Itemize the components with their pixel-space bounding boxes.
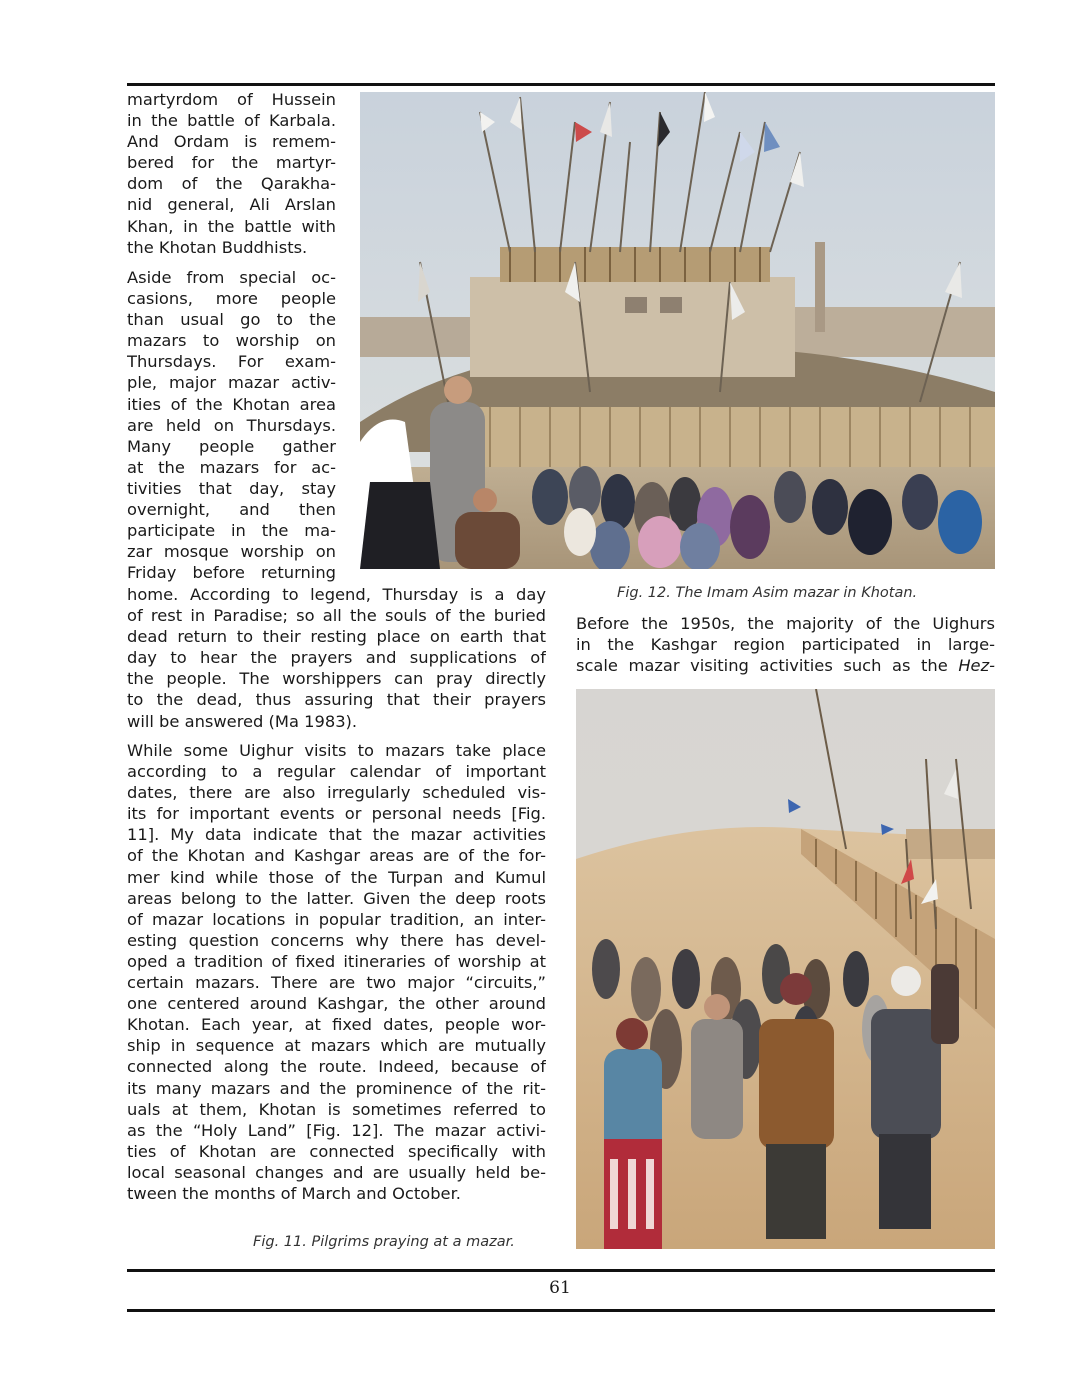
thursdays-text: tivities that day, stay	[127, 478, 336, 498]
thursdays-line	[127, 520, 336, 541]
thursdays-line	[127, 288, 336, 309]
martyrdom-text: dom of the Qarakha-	[127, 174, 336, 194]
martyrdom-line	[127, 131, 336, 152]
fig11-photo	[576, 689, 995, 1249]
before-1950s-line	[576, 634, 995, 655]
thursdays-text: at the mazars for ac-	[127, 457, 336, 477]
thursdays-line	[127, 457, 336, 478]
calendar-line	[127, 1099, 546, 1120]
thursdays-text: are held on Thursdays.	[127, 415, 336, 435]
thursdays-text: overnight, and then	[127, 500, 336, 520]
calendar-text: Khotan. Each year, at fixed dates, people wor-	[127, 1015, 546, 1035]
calendar-line	[127, 803, 546, 824]
before-1950s-line	[576, 655, 995, 676]
calendar-line	[127, 1162, 546, 1183]
thursdays-line	[127, 351, 336, 372]
thursdays-text: Many people gather	[127, 436, 336, 456]
calendar-line	[127, 1056, 546, 1077]
thursdays-line	[127, 372, 336, 393]
thursdays-cont-text: home. According to legend, Thursday is a day	[127, 585, 546, 604]
calendar-text: tween the months of March and October.	[127, 1183, 461, 1203]
martyrdom-line	[127, 89, 336, 110]
thursdays-text: ities of the Khotan area	[127, 394, 336, 414]
thursdays-text: zar mosque worship on	[127, 542, 336, 562]
thursdays-cont-text: dead return to their resting place on earth that	[127, 627, 546, 647]
thursdays-cont-line	[127, 689, 546, 710]
calendar-text: 11]. My data indicate that the mazar activities	[127, 825, 546, 845]
paragraph-before-1950s	[576, 613, 995, 676]
calendar-line	[127, 1120, 546, 1141]
calendar-line	[127, 1014, 546, 1035]
thursdays-cont-line	[127, 584, 546, 605]
thursdays-text: Aside from special oc-	[127, 268, 336, 287]
thursdays-cont-text: day to hear the prayers and supplications of	[127, 648, 546, 668]
thursdays-cont-text: will be answered (Ma 1983).	[127, 711, 358, 731]
thursdays-line	[127, 394, 336, 415]
calendar-text: esting question concerns why there has devel-	[127, 930, 546, 950]
before-1950s-text: in the Kashgar region participated in large-	[576, 635, 995, 655]
calendar-text: as the “Holy Land” [Fig. 12]. The mazar activi-	[127, 1120, 546, 1140]
top-rule	[127, 83, 995, 86]
calendar-line	[127, 845, 546, 866]
calendar-line	[127, 740, 546, 761]
thursdays-text: Thursdays. For exam-	[127, 352, 336, 372]
thursdays-cont-line	[127, 668, 546, 689]
thursdays-line	[127, 267, 336, 288]
thursdays-line	[127, 415, 336, 436]
page-number: 61	[549, 1278, 571, 1298]
calendar-text: oped a tradition of fixed itineraries of worship at	[127, 951, 546, 971]
calendar-text: connected along the route. Indeed, because of	[127, 1057, 546, 1077]
calendar-line	[127, 930, 546, 951]
calendar-line	[127, 1183, 546, 1204]
martyrdom-text: bered for the martyr-	[127, 153, 336, 173]
calendar-line	[127, 824, 546, 845]
thursdays-text: participate in the ma-	[127, 521, 336, 541]
martyrdom-line	[127, 237, 336, 258]
calendar-text: its many mazars and the prominence of the rit-	[127, 1078, 546, 1098]
martyrdom-text: And Ordam is remem-	[127, 132, 336, 152]
thursdays-cont-line	[127, 711, 546, 732]
footer-rule-upper	[127, 1269, 995, 1272]
martyrdom-text: in the battle of Karbala.	[127, 111, 336, 131]
thursdays-cont-text: the people. The worshippers can pray directly	[127, 669, 546, 689]
calendar-text: one centered around Kashgar, the other around	[127, 994, 546, 1014]
thursdays-cont-line	[127, 605, 546, 626]
martyrdom-text: nid general, Ali Arslan	[127, 195, 336, 215]
martyrdom-text: the Khotan Buddhists.	[127, 237, 308, 257]
calendar-line	[127, 761, 546, 782]
thursdays-cont-line	[127, 647, 546, 668]
calendar-line	[127, 951, 546, 972]
thursdays-text: ple, major mazar activ-	[127, 373, 336, 393]
calendar-line	[127, 1141, 546, 1162]
fig12-photo	[360, 92, 995, 569]
before-1950s-text: Before the 1950s, the majority of the Uighurs	[576, 614, 995, 633]
calendar-text: dates, there are also irregularly scheduled vis-	[127, 783, 546, 803]
martyrdom-text: Khan, in the battle with	[127, 216, 336, 236]
thursdays-line	[127, 499, 336, 520]
thursdays-text: than usual go to the	[127, 310, 336, 330]
paragraph-thursdays	[127, 267, 336, 583]
martyrdom-line	[127, 152, 336, 173]
martyrdom-line	[127, 216, 336, 237]
martyrdom-line	[127, 194, 336, 215]
calendar-text: mer kind while those of the Turpan and Kumul	[127, 867, 546, 887]
thursdays-cont-line	[127, 626, 546, 647]
thursdays-cont-text: of rest in Paradise; so all the souls of the buried	[127, 606, 546, 626]
calendar-line	[127, 1035, 546, 1056]
footer-rule-lower	[127, 1309, 995, 1312]
paragraph-martyrdom	[127, 89, 336, 258]
calendar-line	[127, 782, 546, 803]
calendar-text: according to a regular calendar of important	[127, 762, 546, 782]
calendar-text: uals at them, Khotan is sometimes referred to	[127, 1099, 546, 1119]
before-1950s-text: scale mazar visiting activities such as the	[576, 656, 948, 676]
thursdays-line	[127, 541, 336, 562]
calendar-text: While some Uighur visits to mazars take place	[127, 741, 546, 760]
calendar-line	[127, 909, 546, 930]
calendar-text: its for important events or personal needs [Fig.	[127, 804, 546, 824]
martyrdom-line	[127, 173, 336, 194]
calendar-line	[127, 1078, 546, 1099]
thursdays-cont-text: to the dead, thus assuring that their prayers	[127, 690, 546, 710]
paragraph-calendar	[127, 740, 546, 1204]
calendar-text: ties of Khotan are connected specifically with	[127, 1141, 546, 1161]
thursdays-text: casions, more people	[127, 289, 336, 309]
calendar-text: local seasonal changes and are usually held be-	[127, 1162, 546, 1182]
thursdays-line	[127, 562, 336, 583]
calendar-text: areas belong to the latter. Given the deep roots	[127, 888, 546, 908]
before-1950s-line	[576, 613, 995, 634]
hezret-term: Hez-	[958, 656, 995, 676]
calendar-line	[127, 993, 546, 1014]
calendar-line	[127, 867, 546, 888]
thursdays-line	[127, 309, 336, 330]
calendar-text: certain mazars. There are two major “circuits,”	[127, 973, 546, 993]
thursdays-line	[127, 478, 336, 499]
martyrdom-line	[127, 110, 336, 131]
thursdays-text: mazars to worship on	[127, 331, 336, 351]
calendar-text: of mazar locations in popular tradition, an inter-	[127, 909, 546, 929]
calendar-line	[127, 972, 546, 993]
fig11-caption: Fig. 11. Pilgrims praying at a mazar.	[253, 1234, 515, 1250]
thursdays-line	[127, 330, 336, 351]
fig12-caption: Fig. 12. The Imam Asim mazar in Khotan.	[617, 585, 918, 601]
thursdays-line	[127, 436, 336, 457]
calendar-line	[127, 888, 546, 909]
calendar-text: of the Khotan and Kashgar areas are of the for-	[127, 846, 546, 866]
calendar-text: ship in sequence at mazars which are mutually	[127, 1036, 546, 1056]
thursdays-text: Friday before returning	[127, 563, 336, 583]
martyrdom-text: martyrdom of Hussein	[127, 90, 336, 109]
paragraph-thursdays-continued	[127, 584, 546, 732]
